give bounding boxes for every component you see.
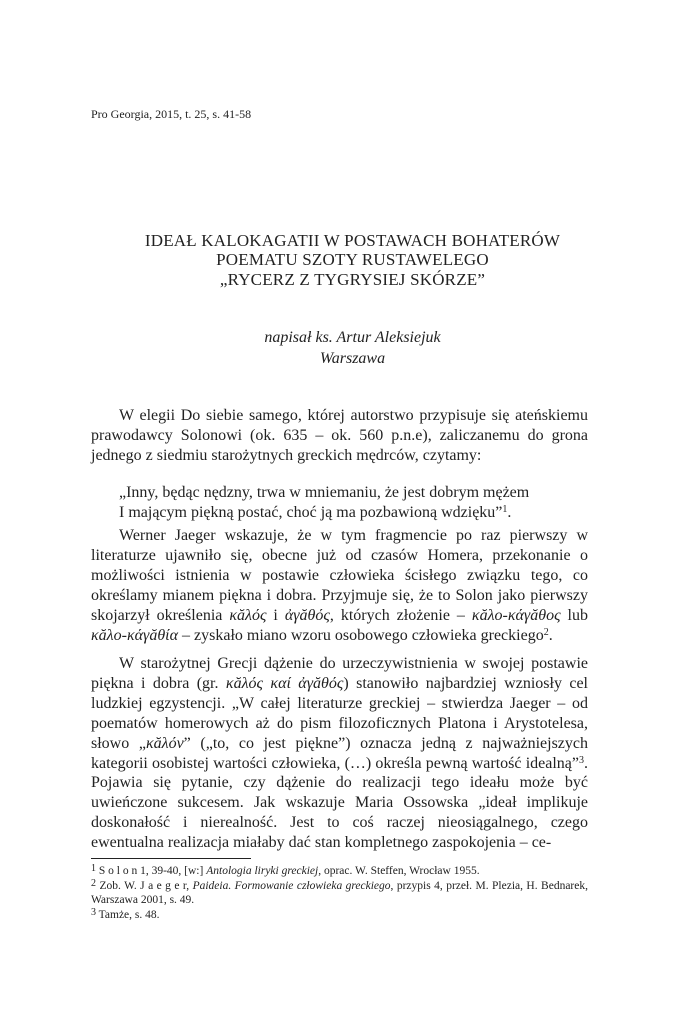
author-place: Warszawa — [319, 350, 386, 367]
article-title-line-1: IDEAŁ KALOKAGATII W POSTAWACH BOHATERÓW — [144, 231, 561, 250]
greek-term-kalon: κăλόν — [145, 734, 184, 752]
footnote-2-text-b: , przypis 4, przeł. M. Plezia, H. Bednarek, Warszawa 2001, s. 49. — [91, 880, 588, 906]
footnote-2-title: Paideia. Formowanie człowieka greckiego — [192, 880, 391, 892]
paragraph-1: W elegii Do siebie samego, której autorstwo przypisuje się ateńskiemu prawodawcy Solonowi (ok. 635 – ok. 560 p.n.e), zaliczanemu do grona jednego z siedmiu starożytnych greckich mędrców, czytamy: — [91, 407, 588, 464]
footnote-1-text-a: 1, 39-40, [w:] — [137, 865, 207, 877]
footnote-separator — [91, 858, 251, 859]
footnote-2-author: J a e g e r — [140, 880, 187, 892]
p2-text-c: , których złożenie – — [329, 606, 472, 624]
footnote-2 — [91, 879, 588, 907]
author-byline: napisał ks. Artur Aleksiejuk — [264, 329, 441, 346]
greek-term-agathos: ἀγăθός — [284, 606, 330, 624]
quote-line-2 — [119, 503, 589, 523]
p2-text-e: – zyskało miano wzoru osobowego człowieka greckiego — [178, 626, 544, 644]
p2-text-d: lub — [560, 606, 588, 624]
quote-line-1: „Inny, będąc nędzny, trwa w mniemaniu, że jest dobrym mężem — [119, 484, 530, 501]
greek-term-kalokagathos: κăλο-κάγăθος — [471, 606, 561, 624]
greek-term-kalokagathia: κăλο-κάγăθία — [91, 626, 179, 644]
article-title-line-2: POEMATU SZOTY RUSTAWELEGO — [216, 250, 489, 269]
greek-term-kalos: κăλός — [229, 606, 267, 624]
p2-text-a: Werner Jaeger wskazuje, że w tym fragmencie po raz pierwszy w literaturze ujawniło się, obecne już od czasów Homera, przekonanie o możliwości istnienia w postawie człowieka ścisłego związku tego, co określamy mianem piękna i dobra. Przyjmuje się, że to Solon jako pierwszy skojarzył określenia — [91, 527, 588, 624]
running-header: Pro Georgia, 2015, t. 25, s. 41-58 — [91, 107, 252, 121]
footnote-1 — [91, 864, 588, 878]
footnote-ref-1[interactable]: 1 — [502, 503, 508, 515]
p2-text-f: . — [548, 626, 553, 644]
footnote-2-text-a: , — [186, 880, 193, 892]
article-title-line-3: „RYCERZ Z TYGRYSIEJ SKÓRZE” — [219, 270, 486, 289]
paragraph-2 — [91, 526, 588, 645]
footnote-ref-3[interactable]: 3 — [579, 754, 584, 766]
footnote-2-number: 2 — [91, 878, 96, 889]
footnote-ref-2[interactable]: 2 — [543, 626, 549, 638]
p3-text-c: ” („to, co jest piękne”) oznacza jedną z najważniejszych kategorii osobistej wartości człowieka, (…) określa pewną wartość idealną” — [91, 734, 589, 772]
footnote-3 — [91, 908, 588, 922]
footnote-3-number: 3 — [91, 907, 96, 918]
footnote-2-prefix: Zob. W. — [99, 880, 141, 892]
footnote-3-text: Tamże, s. 48. — [98, 909, 160, 921]
greek-phrase-kalos-kai-agathos: κăλός καί ἀγăθός — [225, 674, 344, 692]
p3-text-d: . Pojawia się pytanie, czy dążenie do realizacji tego ideału może być uwieńczone sukcesem. Jak wskazuje Maria Ossowska „ideał implikuje doskonałość i nierealność. Jest to coś raczej nieosiągalnego, czego ewentualna realizacja miałaby dać stan kompletnego zaspokojenia – ce- — [91, 754, 588, 852]
quote-line-2-text: I mającym piękną postać, choć ją ma pozbawioną wdzięku” — [119, 503, 503, 521]
footnote-1-author: S o l o n — [98, 865, 138, 877]
footnote-1-text-b: , oprac. W. Steffen, Wrocław 1955. — [318, 865, 480, 877]
quote-end-period: . — [507, 503, 512, 521]
footnote-1-title: Antologia liryki greckiej — [206, 865, 319, 877]
p3-text-b: ) stanowiło najbardziej wzniosły cel ludzkiej egzystencji. „W całej literaturze greckiej – stwierdza Jaeger – od poematów homerowych aż do pism filozoficznych Platona i Arystotelesa, słowo „ — [91, 674, 589, 752]
footnote-1-number: 1 — [91, 863, 96, 874]
p2-text-b: i — [266, 606, 285, 624]
paragraph-3 — [91, 654, 588, 853]
quote-block — [119, 483, 589, 523]
p3-text-a: W starożytnej Grecji dążenie do urzeczywistnienia w swojej postawie piękna i dobra (gr. — [91, 655, 588, 692]
